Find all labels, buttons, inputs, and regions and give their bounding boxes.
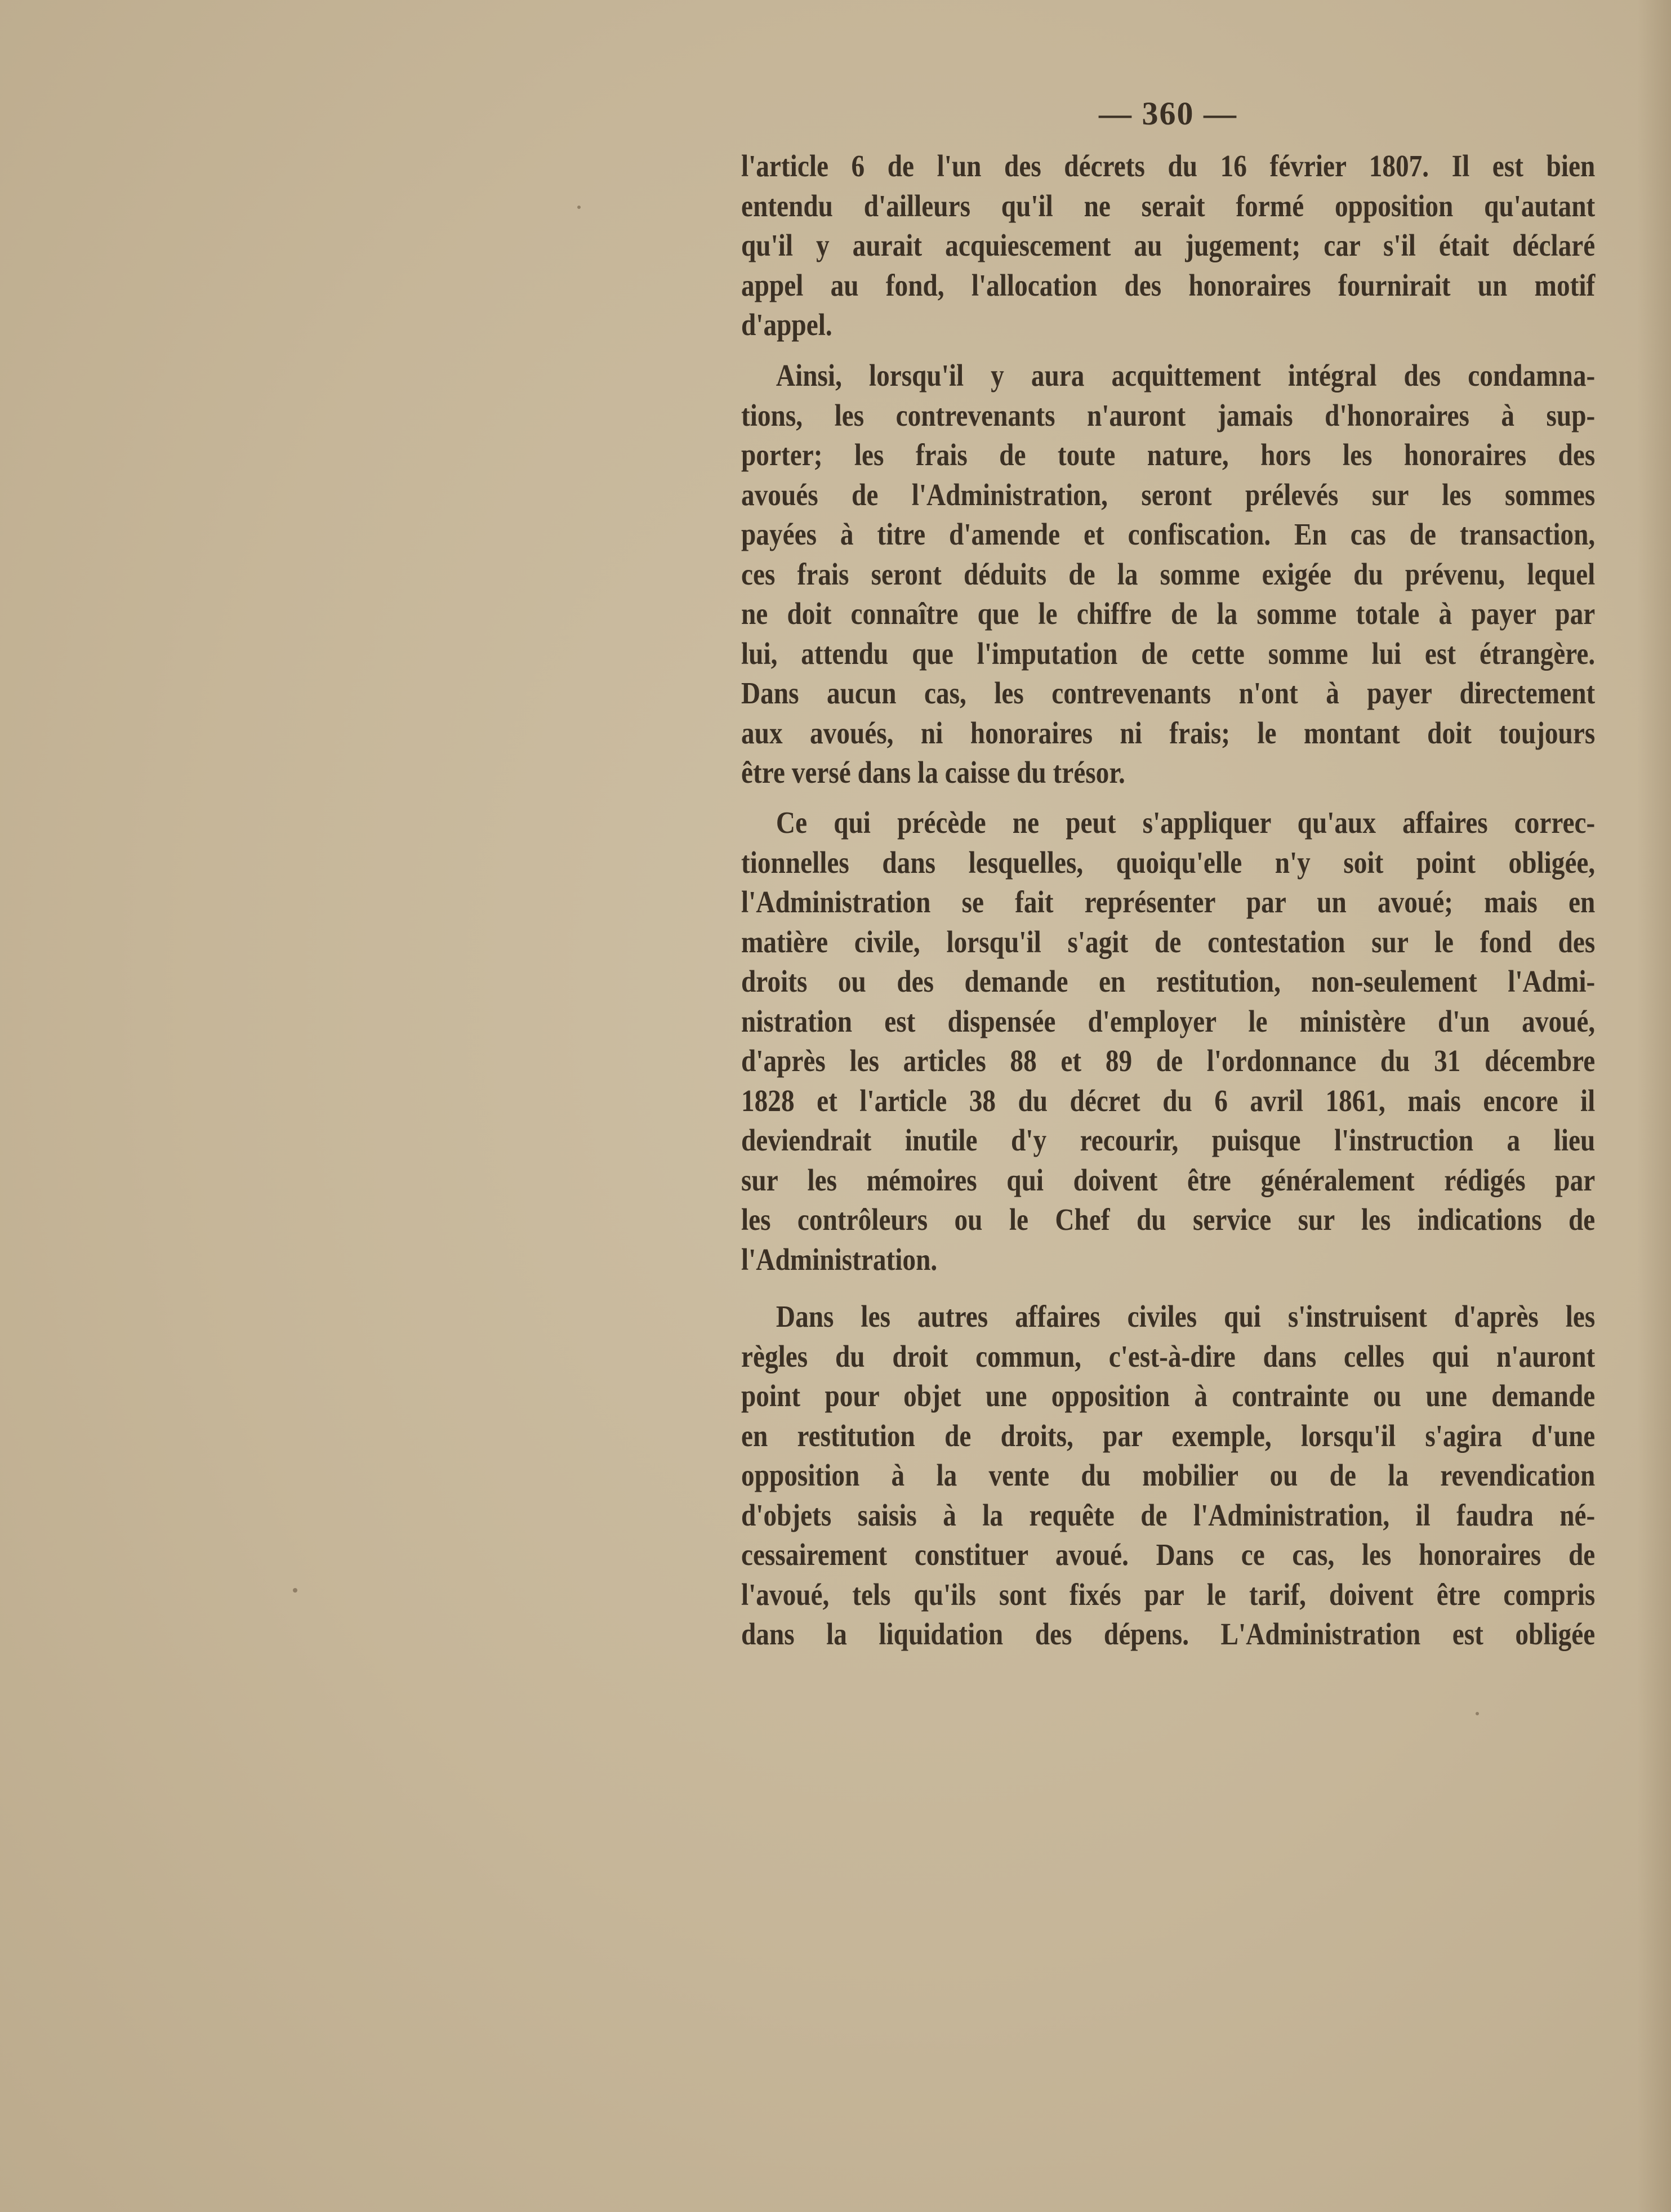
page-edge-shadow <box>1637 0 1671 2212</box>
text-line: payées à titre d'amende et confiscation. En cas de transaction, <box>741 517 1596 551</box>
text-line: nistration est dispensée d'employer le ministère d'un avoué, <box>741 1004 1596 1038</box>
text-line: tions, les contrevenants n'auront jamais d'honoraires à sup- <box>741 398 1596 432</box>
text-line: avoués de l'Administration, seront prélevés sur les sommes <box>741 477 1596 512</box>
text-line: Dans les autres affaires civiles qui s'instruisent d'après les <box>776 1299 1596 1334</box>
paper-speck <box>293 1588 297 1593</box>
text-line: Ce qui précède ne peut s'appliquer qu'aux affaires correc- <box>776 805 1596 840</box>
text-line: 1828 et l'article 38 du décret du 6 avril 1861, mais encore il <box>741 1083 1596 1118</box>
paragraph-2 <box>741 356 1595 793</box>
text-line: opposition à la vente du mobilier ou de la revendication <box>741 1458 1596 1492</box>
text-line: sur les mémoires qui doivent être généralement rédigés par <box>741 1162 1596 1197</box>
paper-speck <box>1476 1712 1479 1715</box>
text-line: appel au fond, l'allocation des honoraires fournirait un motif <box>741 267 1596 302</box>
text-line: deviendrait inutile d'y recourir, puisque l'instruction a lieu <box>741 1123 1596 1157</box>
text-line: être versé dans la caisse du trésor. <box>741 755 1125 790</box>
text-line: qu'il y aurait acquiescement au jugement; car s'il était déclaré <box>741 228 1596 262</box>
text-line: Dans aucun cas, les contrevenants n'ont à payer directement <box>741 676 1596 710</box>
text-line: d'objets saisis à la requête de l'Administration, il faudra né- <box>741 1497 1596 1532</box>
text-line: règles du droit commun, c'est-à-dire dans celles qui n'auront <box>741 1339 1596 1373</box>
text-line: aux avoués, ni honoraires ni frais; le montant doit toujours <box>741 715 1596 750</box>
text-line: dans la liquidation des dépens. L'Administration est obligée <box>741 1617 1596 1651</box>
text-line: d'appel. <box>741 307 832 342</box>
text-line: Ainsi, lorsqu'il y aura acquittement intégral des condamna- <box>776 358 1596 393</box>
text-line: d'après les articles 88 et 89 de l'ordonnance du 31 décembre <box>741 1043 1596 1078</box>
text-line: l'Administration. <box>741 1242 938 1277</box>
text-line: l'avoué, tels qu'ils sont fixés par le tarif, doivent être compris <box>741 1577 1596 1612</box>
text-line: en restitution de droits, par exemple, lorsqu'il s'agira d'une <box>741 1418 1596 1453</box>
text-line: ces frais seront déduits de la somme exigée du prévenu, lequel <box>741 556 1596 591</box>
text-line: porter; les frais de toute nature, hors les honoraires des <box>741 438 1596 472</box>
page-number: — 360 — <box>1099 95 1237 132</box>
paragraph-4 <box>741 1297 1595 1654</box>
text-line: ne doit connaître que le chiffre de la somme totale à payer par <box>741 596 1596 631</box>
text-line: l'Administration se fait représenter par un avoué; mais en <box>741 885 1596 919</box>
text-line: lui, attendu que l'imputation de cette somme lui est étrangère. <box>741 636 1596 671</box>
text-line: matière civile, lorsqu'il s'agit de contestation sur le fond des <box>741 924 1596 959</box>
text-line: tionnelles dans lesquelles, quoiqu'elle n'y soit point obligée, <box>741 845 1596 880</box>
paper-speck <box>577 206 581 209</box>
text-line: l'article 6 de l'un des décrets du 16 février 1807. Il est bien <box>741 149 1596 183</box>
paragraph-1 <box>741 146 1595 345</box>
text-line: point pour objet une opposition à contrainte ou une demande <box>741 1379 1596 1413</box>
text-line: les contrôleurs ou le Chef du service sur les indications de <box>741 1202 1596 1237</box>
paragraph-3 <box>741 803 1595 1279</box>
text-line: entendu d'ailleurs qu'il ne serait formé opposition qu'autant <box>741 188 1596 223</box>
text-line: droits ou des demande en restitution, non-seulement l'Admi- <box>741 964 1596 998</box>
text-line: cessairement constituer avoué. Dans ce cas, les honoraires de <box>741 1537 1596 1572</box>
